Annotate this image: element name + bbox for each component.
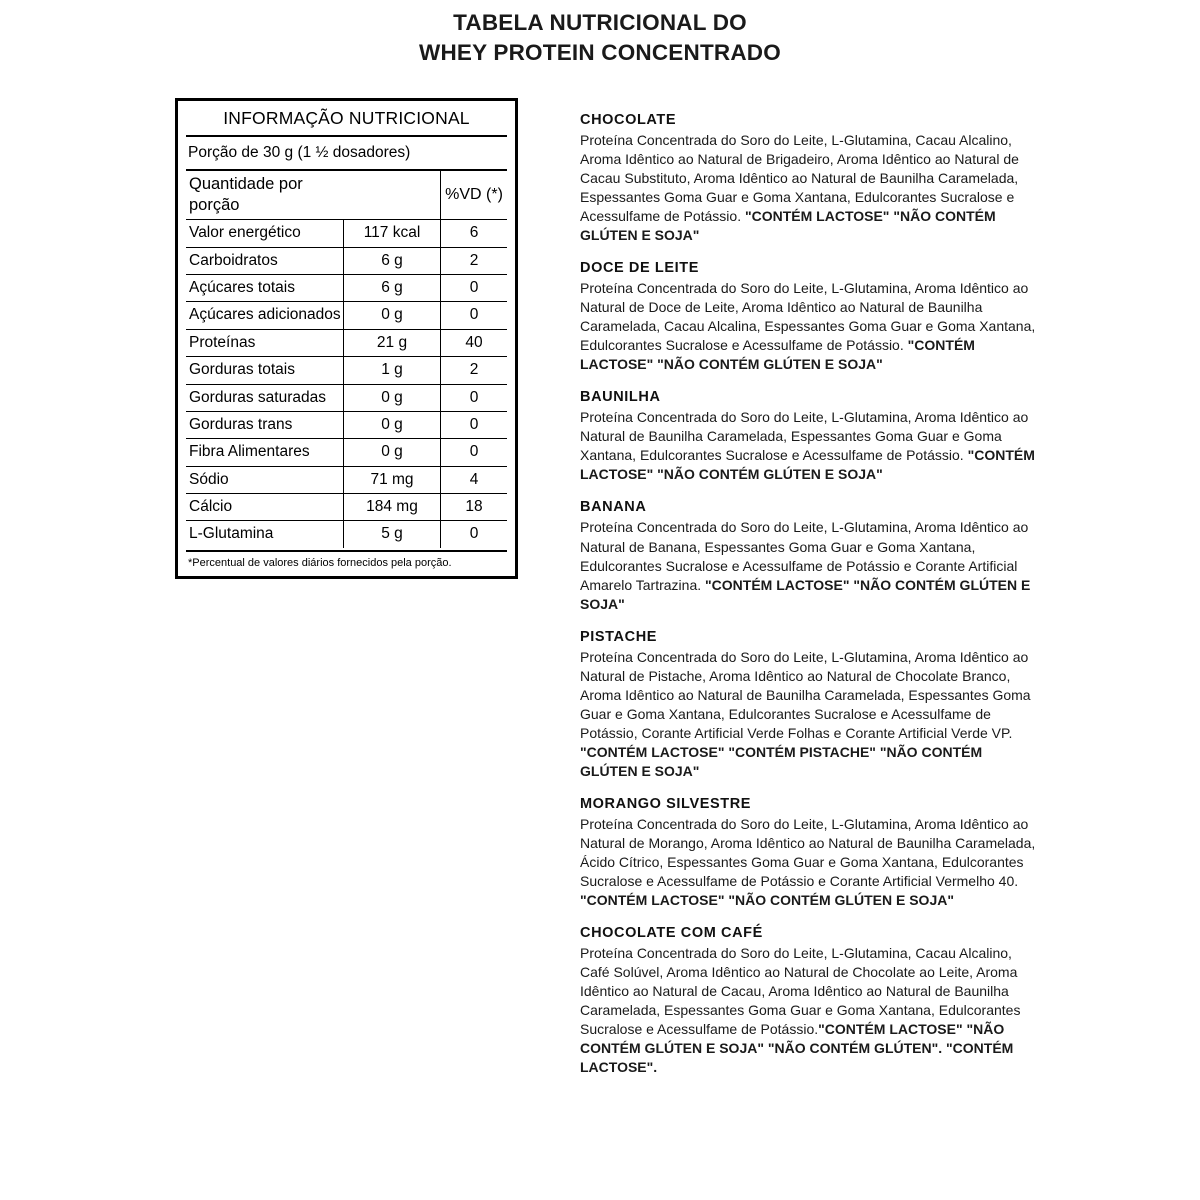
ingredients-list (580, 112, 1040, 1092)
nutrient-vd: 0 (441, 384, 508, 411)
flavor-allergen-warning: "CONTÉM LACTOSE" "NÃO CONTÉM GLÚTEN E SOJA" "NÃO CONTÉM GLÚTEN". "CONTÉM LACTOSE". (580, 1021, 1014, 1076)
flavor-ingredients (580, 131, 1040, 245)
flavor-ingredients (580, 944, 1040, 1077)
table-row (186, 521, 507, 548)
nutrient-vd: 0 (441, 302, 508, 329)
nutrient-qty: 5 g (344, 521, 441, 548)
nutrient-vd: 0 (441, 411, 508, 438)
right-margin (1182, 0, 1200, 1200)
table-row (186, 247, 507, 274)
nutrient-name: Proteínas (186, 329, 344, 356)
flavor-title: DOCE DE LEITE (580, 260, 699, 277)
flavor-ingredients-text: Proteína Concentrada do Soro do Leite, L-Glutamina, Cacau Alcalino, Café Solúvel, Aroma Idêntico ao Natural de Chocolate ao Leite, Aroma Idêntico ao Natural de Cacau, Aroma Idêntico ao Natural de Baunilha Caramelada, Espessantes Goma Guar e Goma Xantana, Edulcorantes Sucralose e Acessulfame de Potássio. (580, 945, 1021, 1038)
page-title (0, 8, 1200, 68)
flavor-title: BANANA (580, 499, 647, 516)
flavor-ingredients (580, 815, 1040, 910)
table-row (186, 302, 507, 329)
flavor-block-morango-silvestre (580, 796, 1040, 910)
flavor-block-chocolate-com-cafe (580, 925, 1040, 1077)
table-header-row (186, 171, 507, 220)
table-row (186, 494, 507, 521)
table-row (186, 466, 507, 493)
flavor-title: BAUNILHA (580, 389, 661, 406)
nutrient-name: Açúcares totais (186, 275, 344, 302)
column-header-qty-spacer (344, 171, 441, 220)
flavor-ingredients (580, 648, 1040, 781)
nutrition-table (186, 171, 507, 548)
flavor-ingredients-text: Proteína Concentrada do Soro do Leite, L-Glutamina, Cacau Alcalino, Aroma Idêntico ao Natural de Brigadeiro, Aroma Idêntico ao Natural de Cacau Substituto, Aroma Idêntico ao Natural de Baunilha Caramelada, Espessantes Goma Guar e Goma Xantana, Edulcorantes Sucralose e Acessulfame de Potássio. (580, 132, 1019, 225)
nutrient-name: Gorduras totais (186, 357, 344, 384)
flavor-ingredients (580, 518, 1040, 613)
flavor-block-chocolate (580, 112, 1040, 245)
nutrient-qty: 0 g (344, 302, 441, 329)
flavor-allergen-warning: "CONTÉM LACTOSE" "NÃO CONTÉM GLÚTEN E SOJA" (580, 208, 996, 244)
nutrient-qty: 6 g (344, 275, 441, 302)
nutrient-qty: 184 mg (344, 494, 441, 521)
flavor-block-doce-de-leite (580, 260, 1040, 374)
page-title-line-1: TABELA NUTRICIONAL DO (453, 10, 747, 35)
nutrient-name: Carboidratos (186, 247, 344, 274)
flavor-ingredients-text: Proteína Concentrada do Soro do Leite, L-Glutamina, Aroma Idêntico ao Natural de Pistache, Aroma Idêntico ao Natural de Chocolate Branco, Aroma Idêntico ao Natural de Baunilha Caramelada, Espessantes Goma Guar e Goma Xantana, Edulcorantes Sucralose e Acessulfame de Potássio, Corante Artificial Verde Folhas e Corante Artificial Verde VP. (580, 648, 1031, 741)
flavor-title: CHOCOLATE (580, 112, 677, 128)
table-row (186, 329, 507, 356)
flavor-block-banana (580, 499, 1040, 613)
column-header-name: Quantidade por porção (186, 171, 344, 220)
flavor-allergen-warning: "CONTÉM LACTOSE" "NÃO CONTÉM GLÚTEN E SOJA" (580, 576, 1031, 612)
table-row (186, 357, 507, 384)
nutrient-vd: 2 (441, 357, 508, 384)
nutrient-vd: 40 (441, 329, 508, 356)
nutrient-qty: 0 g (344, 411, 441, 438)
flavor-ingredients (580, 408, 1040, 484)
nutrition-facts-header: INFORMAÇÃO NUTRICIONAL (223, 108, 470, 128)
nutrient-name: Gorduras trans (186, 411, 344, 438)
nutrient-name: L-Glutamina (189, 525, 274, 543)
table-row (186, 411, 507, 438)
nutrient-name: Gorduras saturadas (186, 384, 344, 411)
flavor-title: MORANGO SILVESTRE (580, 795, 752, 812)
nutrient-name: Cálcio (186, 494, 344, 521)
flavor-ingredients (580, 279, 1040, 374)
flavor-ingredients-text: Proteína Concentrada do Soro do Leite, L-Glutamina, Aroma Idêntico ao Natural de Morango, Aroma Idêntico ao Natural de Baunilha Caramelada, Ácido Cítrico, Espessantes Goma Guar e Goma Xantana, Edulcorantes Sucralose e Acessulfame de Potássio e Corante Artificial Vermelho 40. (580, 815, 1036, 889)
flavor-title: CHOCOLATE COM CAFÉ (580, 925, 763, 941)
nutrient-name: Valor energético (186, 220, 344, 247)
flavor-ingredients-text: Proteína Concentrada do Soro do Leite, L-Glutamina, Aroma Idêntico ao Natural de Doce de Leite, Aroma Idêntico ao Natural de Baunilha Caramelada, Cacau Alcalina, Espessantes Goma Guar e Goma Xantana, Edulcorantes Sucralose e Acessulfame de Potássio. (580, 280, 1036, 354)
nutrition-footnote: *Percentual de valores diários fornecidos pela porção. (188, 556, 452, 569)
nutrition-facts-box (175, 98, 518, 579)
page-title-line-2: WHEY PROTEIN CONCENTRADO (419, 39, 781, 65)
nutrient-vd: 18 (441, 494, 508, 521)
table-row (186, 220, 507, 247)
flavor-allergen-warning: "CONTÉM LACTOSE" "CONTÉM PISTACHE" "NÃO CONTÉM GLÚTEN E SOJA" (580, 743, 983, 779)
nutrient-qty: 1 g (344, 357, 441, 384)
nutrient-qty: 71 mg (344, 466, 441, 493)
nutrient-qty: 21 g (344, 329, 441, 356)
nutrient-name: Sódio (186, 466, 344, 493)
table-row (186, 439, 507, 466)
nutrient-vd: 0 (441, 439, 508, 466)
nutrient-qty: 6 g (344, 247, 441, 274)
flavor-ingredients-text: Proteína Concentrada do Soro do Leite, L-Glutamina, Aroma Idêntico ao Natural de Banana, Espessantes Goma Guar e Goma Xantana, Edulcorantes Sucralose e Acessulfame de Potássio e Corante Artificial Amarelo Tartrazina. (580, 519, 1029, 593)
nutrient-qty: 117 kcal (344, 220, 441, 247)
table-row (186, 384, 507, 411)
table-row (186, 275, 507, 302)
nutrient-vd: 0 (441, 275, 508, 302)
flavor-ingredients-text: Proteína Concentrada do Soro do Leite, L-Glutamina, Aroma Idêntico ao Natural de Baunilha Caramelada, Espessantes Goma Guar e Goma Xantana, Edulcorantes Sucralose e Acessulfame de Potássio. (580, 409, 1029, 464)
nutrient-vd: 2 (441, 247, 508, 274)
nutrient-qty: 0 g (344, 439, 441, 466)
nutrient-qty: 0 g (344, 384, 441, 411)
nutrient-vd: 4 (441, 466, 508, 493)
flavor-allergen-warning: "CONTÉM LACTOSE" "NÃO CONTÉM GLÚTEN E SOJA" (580, 447, 1035, 483)
column-header-vd: %VD (*) (441, 171, 508, 220)
flavor-block-baunilha (580, 389, 1040, 484)
serving-size-text: Porção de 30 g (1 ½ dosadores) (188, 144, 411, 161)
nutrient-name: Açúcares adicionados (186, 302, 344, 329)
nutrient-vd: 6 (441, 220, 508, 247)
flavor-title: PISTACHE (580, 628, 658, 645)
nutrient-name: Fibra Alimentares (186, 439, 344, 466)
left-margin (0, 0, 158, 1200)
nutrient-vd: 0 (441, 521, 508, 548)
flavor-block-pistache (580, 629, 1040, 781)
flavor-allergen-warning: "CONTÉM LACTOSE" "NÃO CONTÉM GLÚTEN E SOJA" (580, 337, 975, 373)
flavor-allergen-warning: "CONTÉM LACTOSE" "NÃO CONTÉM GLÚTEN E SOJA" (580, 891, 954, 908)
nutrition-table-body (186, 220, 507, 548)
